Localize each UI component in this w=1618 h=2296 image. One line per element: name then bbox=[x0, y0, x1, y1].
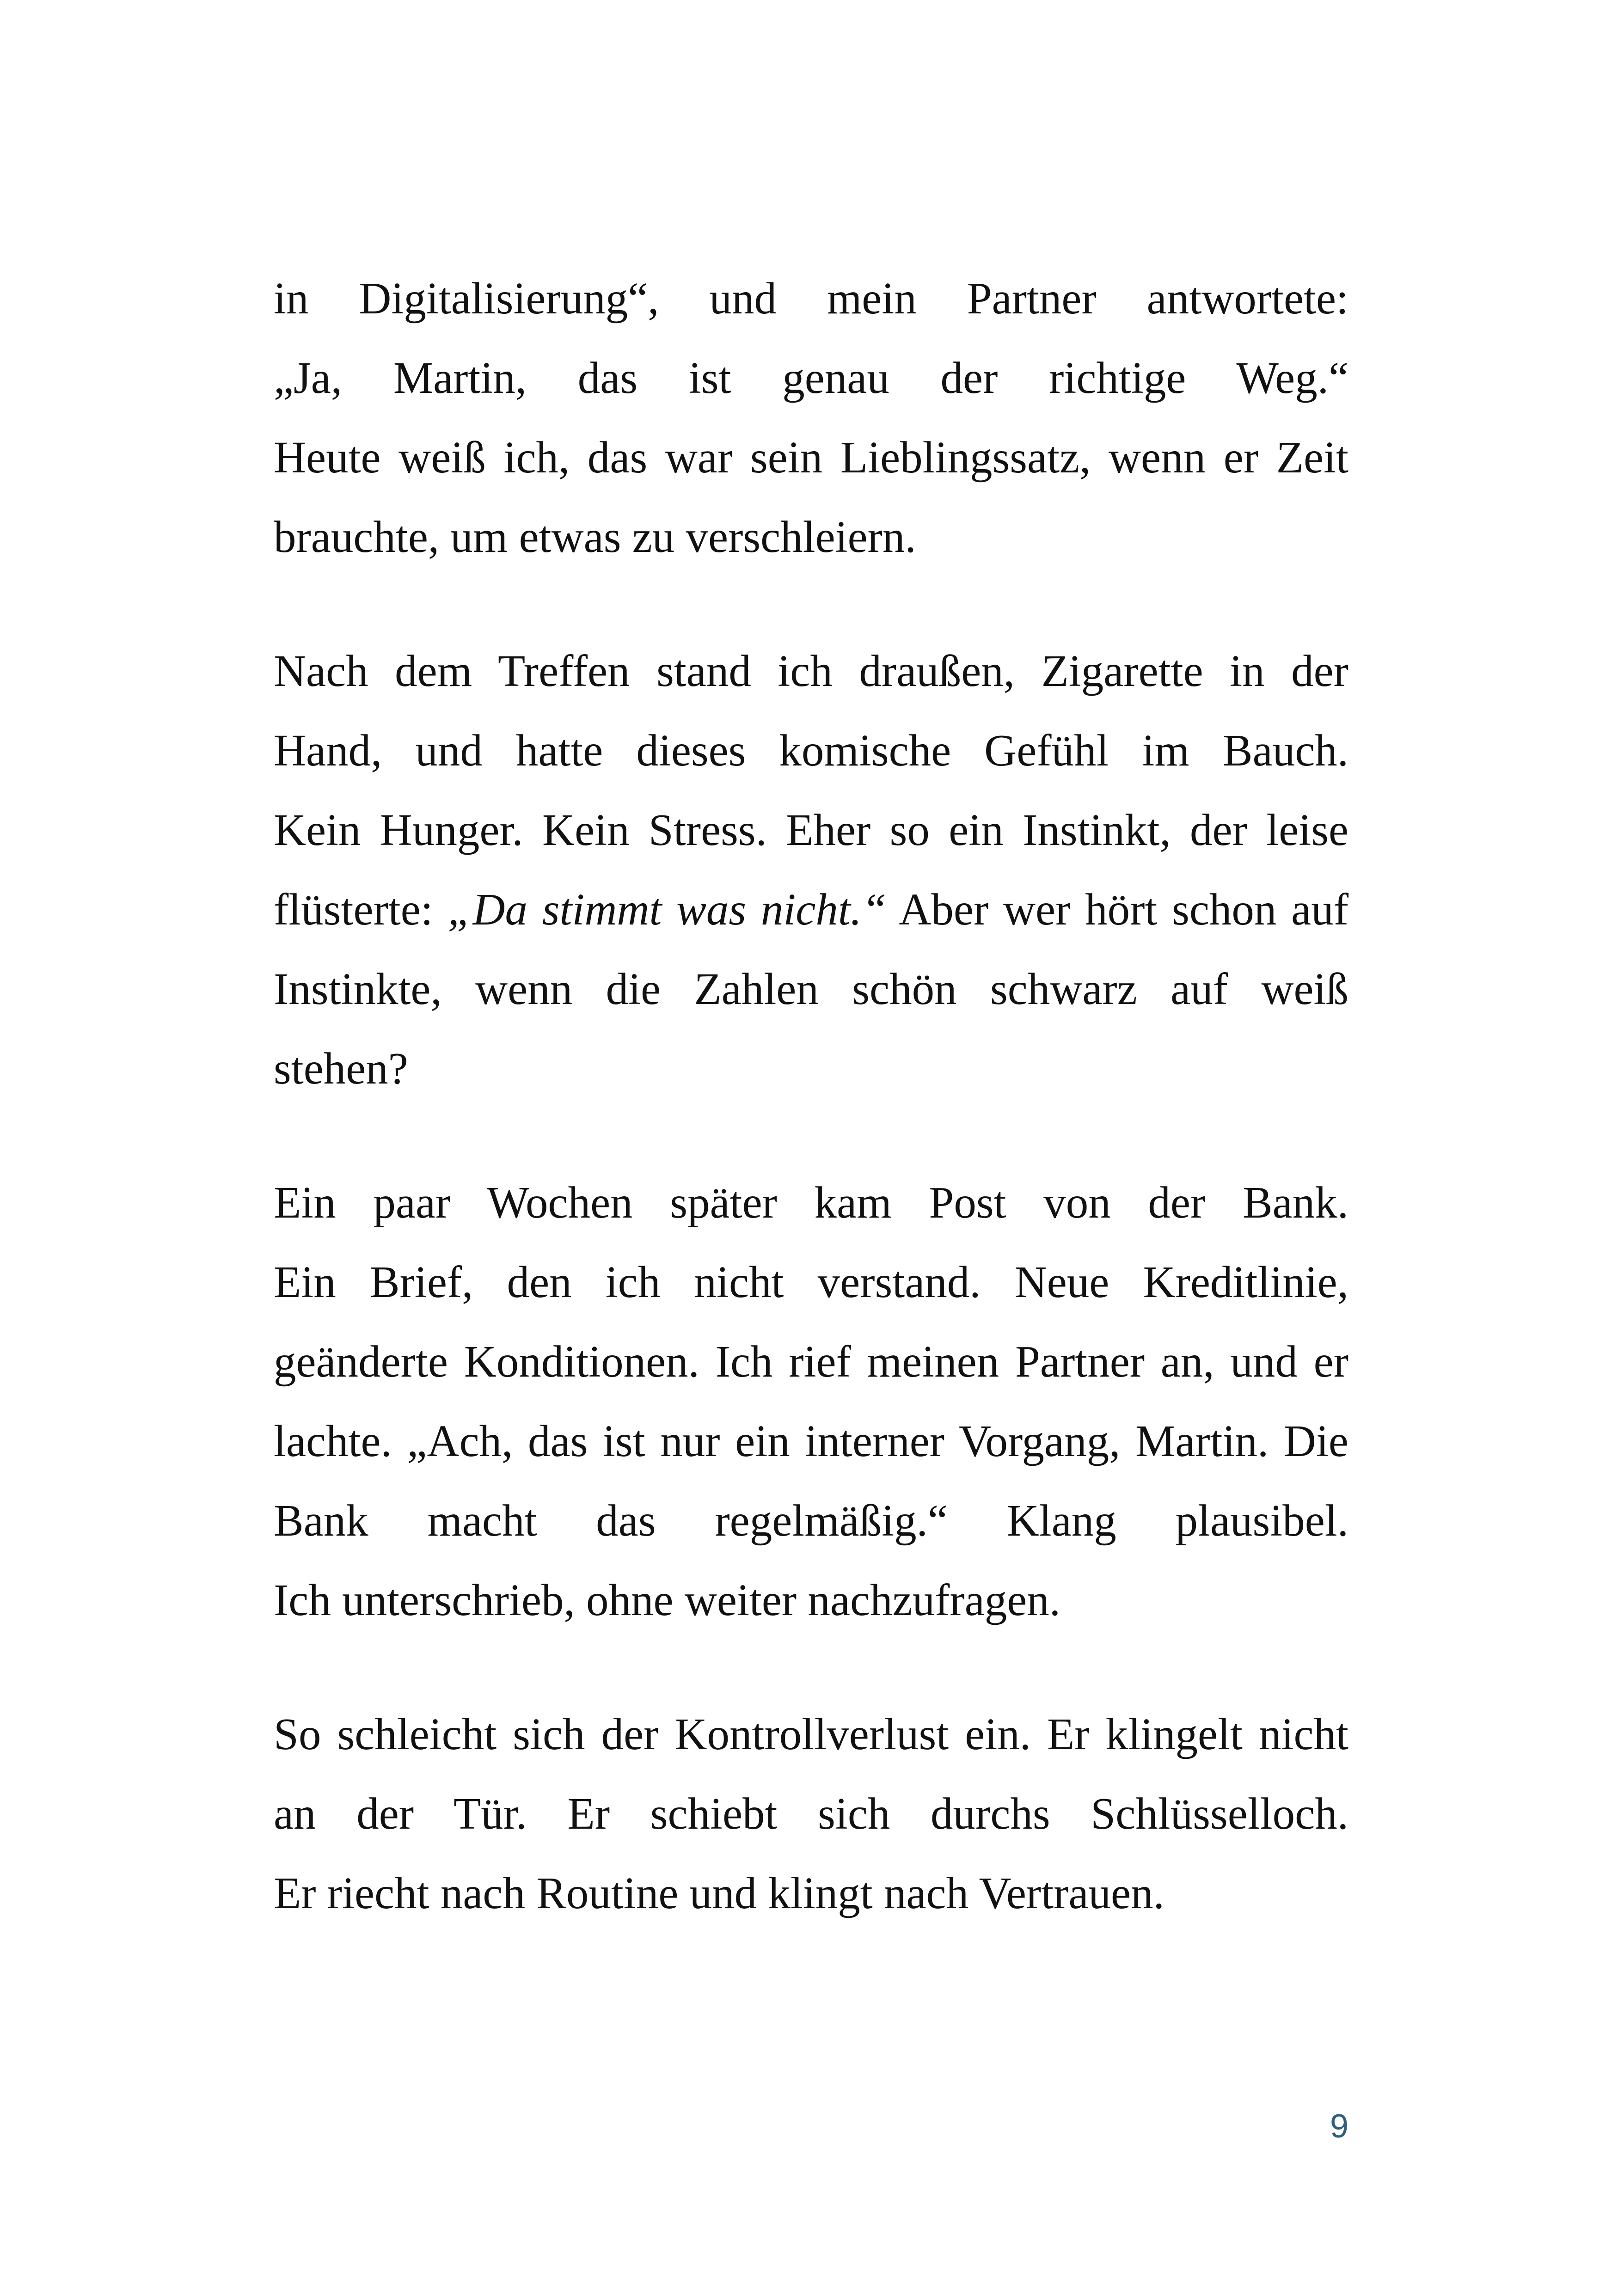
text-line: So schleicht sich der Kontrollverlust ein. Er klingelt nicht bbox=[274, 1709, 1348, 1759]
paragraph-4 bbox=[274, 1695, 1348, 1933]
paragraph-1 bbox=[274, 259, 1348, 577]
text-line: Er riecht nach Routine und klingt nach Vertrauen. bbox=[274, 1868, 1164, 1918]
text-line: stehen? bbox=[274, 1044, 408, 1093]
text-line: geänderte Konditionen. Ich rief meinen Partner an, und er bbox=[274, 1337, 1348, 1386]
text-line: Instinkte, wenn die Zahlen schön schwarz auf weiß bbox=[274, 964, 1348, 1014]
text-line: Nach dem Treffen stand ich draußen, Zigarette in der bbox=[274, 646, 1348, 696]
text-line: Heute weiß ich, das war sein Lieblingssatz, wenn er Zeit bbox=[274, 433, 1348, 482]
text-line: Ich unterschrieb, ohne weiter nachzufragen. bbox=[274, 1575, 1061, 1625]
text-line: Hand, und hatte dieses komische Gefühl im Bauch. bbox=[274, 726, 1348, 775]
text-line: Bank macht das regelmäßig.“ Klang plausibel. bbox=[274, 1496, 1348, 1545]
text-line: „Ja, Martin, das ist genau der richtige Weg.“ bbox=[274, 353, 1348, 403]
text-line: in Digitalisierung“, und mein Partner antwortete: bbox=[274, 274, 1348, 323]
body-text bbox=[274, 259, 1348, 1988]
text-line: an der Tür. Er schiebt sich durchs Schlüsselloch. bbox=[274, 1789, 1348, 1838]
paragraph-3 bbox=[274, 1163, 1348, 1640]
italic-quote: „Da stimmt was nicht.“ bbox=[447, 885, 887, 934]
text-line: Ein Brief, den ich nicht verstand. Neue Kreditlinie, bbox=[274, 1257, 1348, 1307]
paragraph-2 bbox=[274, 631, 1348, 1108]
page-number: 9 bbox=[1330, 2108, 1348, 2145]
text-line: lachte. „Ach, das ist nur ein interner Vorgang, Martin. Die bbox=[274, 1416, 1348, 1466]
text-line: Ein paar Wochen später kam Post von der Bank. bbox=[274, 1178, 1348, 1227]
line-end: Aber wer hört schon auf bbox=[886, 885, 1348, 934]
text-line: Kein Hunger. Kein Stress. Eher so ein Instinkt, der leise bbox=[274, 805, 1348, 855]
text-line: brauchte, um etwas zu verschleiern. bbox=[274, 512, 916, 562]
text-line-with-italic-quote bbox=[274, 870, 1348, 949]
line-start: flüsterte: bbox=[274, 885, 448, 934]
